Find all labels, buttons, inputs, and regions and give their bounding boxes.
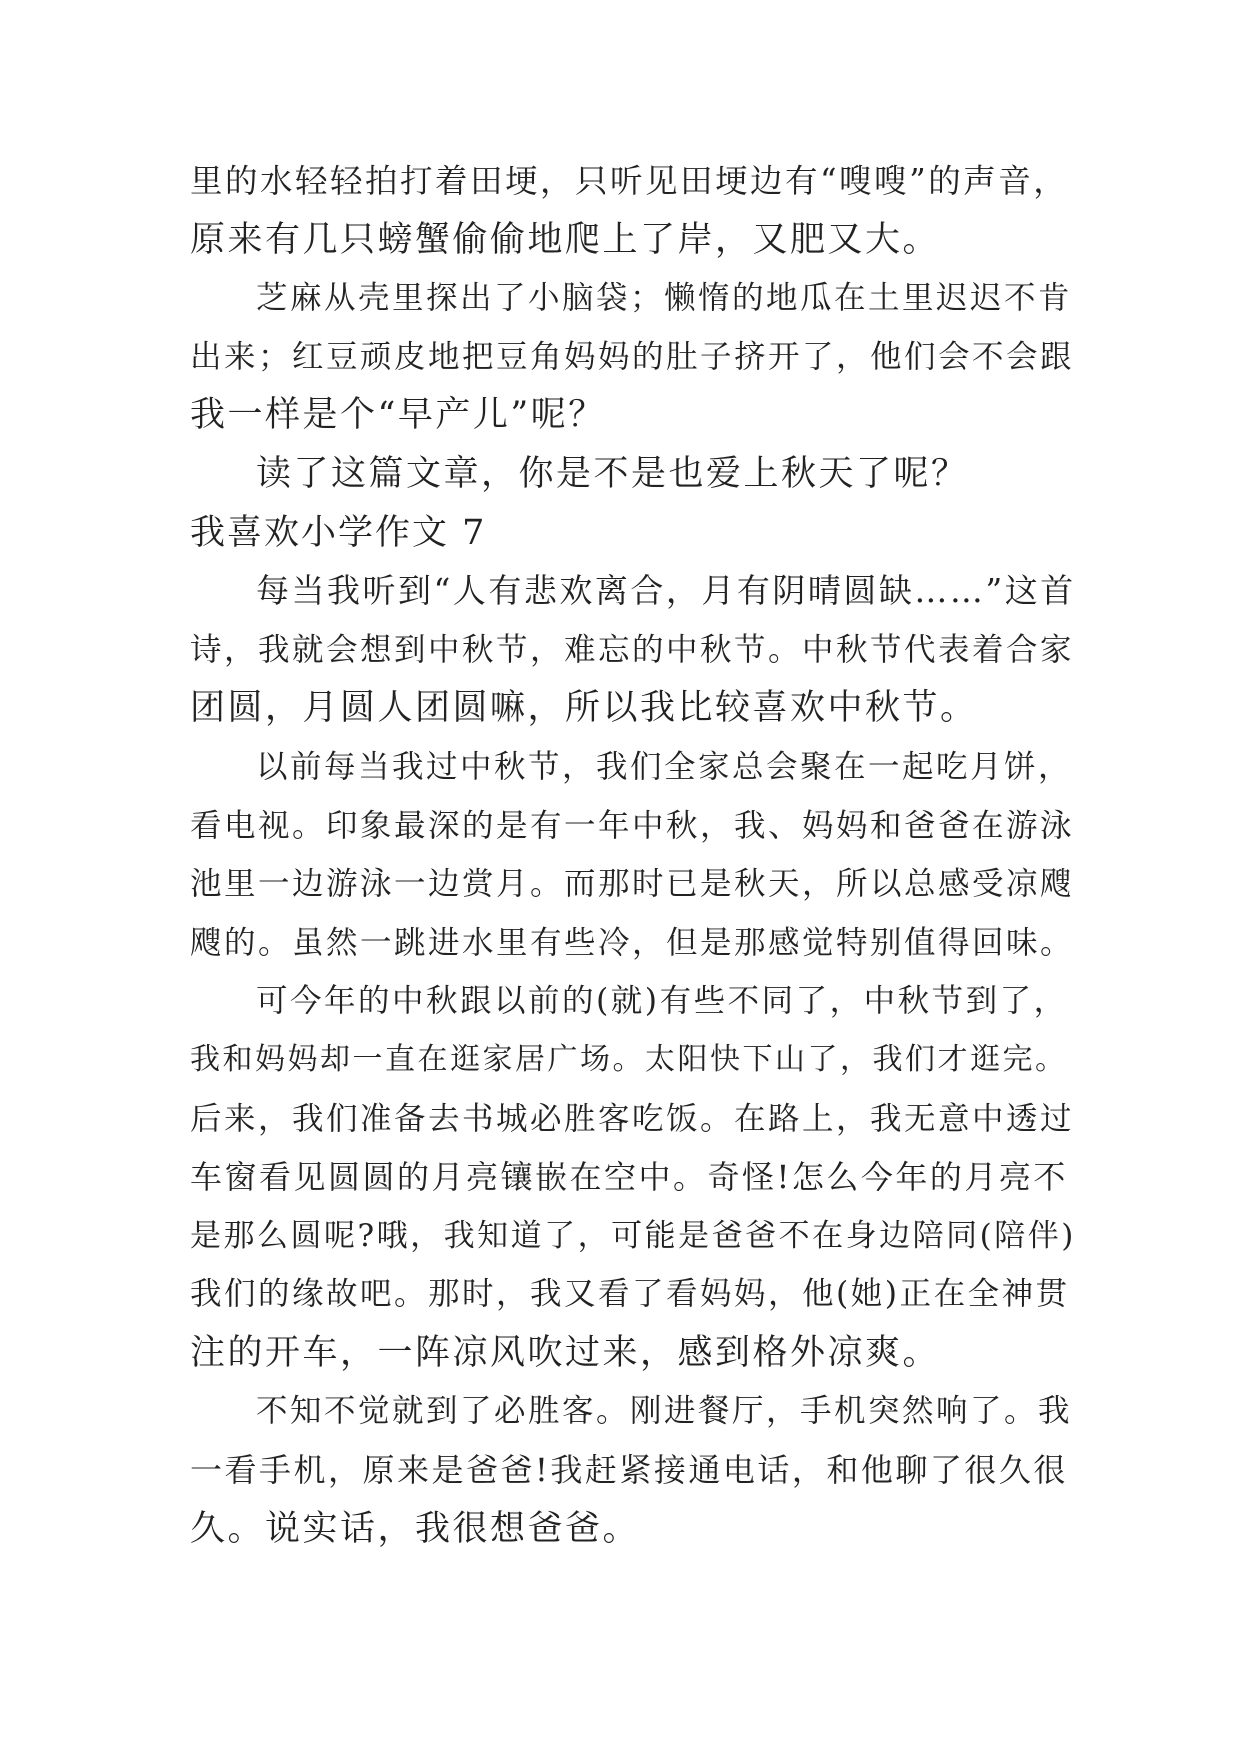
text-line: 原来有几只螃蟹偷偷地爬上了岸，又肥又大。 — [190, 219, 941, 260]
document-body — [190, 152, 1076, 1558]
text-line: 池里一边游泳一边赏月。而那时已是秋天，所以总感受凉飕 — [190, 866, 1075, 903]
paragraph-start-line: 读了这篇文章，你是不是也爱上秋天了呢？ — [256, 453, 969, 494]
text-line: 注的开车，一阵凉风吹过来，感到格外凉爽。 — [190, 1332, 941, 1373]
paragraph-start-line: 芝麻从壳里探出了小脑袋；懒惰的地瓜在土里迟迟不肯 — [256, 280, 1073, 317]
paragraph-start-line: 以前每当我过中秋节，我们全家总会聚在一起吃月饼， — [256, 748, 1073, 785]
text-line: 看电视。印象最深的是有一年中秋，我、妈妈和爸爸在游泳 — [190, 807, 1075, 844]
text-line: 后来，我们准备去书城必胜客吃饭。在路上，我无意中透过 — [190, 1100, 1075, 1137]
paragraph-start-line: 每当我听到“人有悲欢离合，月有阴晴圆缺……”这首 — [256, 571, 1076, 611]
text-line: 久。说实话，我很想爸爸。 — [190, 1508, 641, 1549]
paragraph-start-line: 可今年的中秋跟以前的(就)有些不同了，中秋节到了， — [256, 983, 1068, 1020]
text-line: 我一样是个“早产儿”呢？ — [190, 395, 606, 436]
text-line: 团圆，月圆人团圆嘛，所以我比较喜欢中秋节。 — [190, 688, 978, 729]
text-line: 我和妈妈却一直在逛家居广场。太阳快下山了，我们才逛完。 — [190, 1041, 1068, 1077]
section-heading: 我喜欢小学作文 7 — [190, 512, 487, 553]
text-line: 出来；红豆顽皮地把豆角妈妈的肚子挤开了，他们会不会跟 — [190, 338, 1075, 375]
text-line: 里的水轻轻拍打着田埂，只听见田埂边有“嗖嗖”的声音， — [190, 162, 1069, 200]
text-line: 一看手机，原来是爸爸!我赶紧接通电话，和他聊了很久很 — [190, 1451, 1068, 1490]
text-line: 飕的。虽然一跳进水里有些冷，但是那感觉特别值得回味。 — [190, 924, 1075, 961]
text-line: 诗，我就会想到中秋节，难忘的中秋节。中秋节代表着合家 — [190, 631, 1075, 668]
text-line: 车窗看见圆圆的月亮镶嵌在空中。奇怪!怎么今年的月亮不 — [190, 1158, 1068, 1197]
text-line: 是那么圆呢?哦，我知道了，可能是爸爸不在身边陪同(陪伴) — [190, 1217, 1076, 1254]
paragraph-start-line: 不知不觉就到了必胜客。刚进餐厅，手机突然响了。我 — [256, 1393, 1073, 1430]
text-line: 我们的缘故吧。那时，我又看了看妈妈，他(她)正在全神贯 — [190, 1276, 1070, 1313]
